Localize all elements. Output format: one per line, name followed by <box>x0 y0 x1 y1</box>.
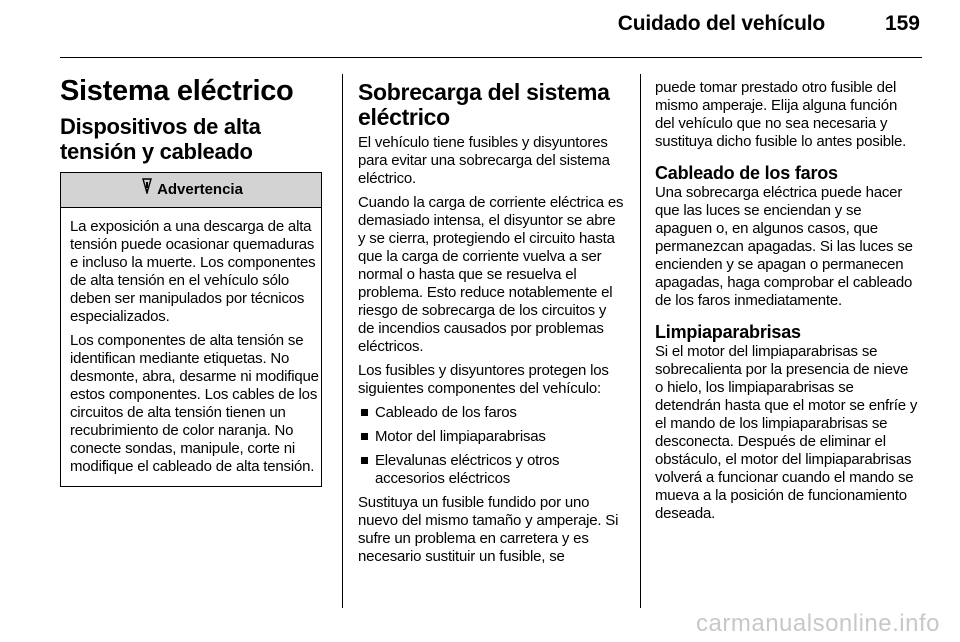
column-1 <box>60 74 324 487</box>
column-3 <box>655 79 920 529</box>
list-item-text: Elevalunas eléctricos y otros accesorios eléctricos <box>375 452 560 487</box>
subsection-heading-line1: Dispositivos de alta <box>60 114 261 139</box>
column-divider-2 <box>640 74 641 608</box>
paragraph: Cuando la carga de corriente eléctrica es demasiado intensa, el disyuntor se abre y se cierra, protegiendo el circuito hasta que la carga de corriente vuelva a ser normal o hasta que se resuelva el problema. Esto reduce notablemente el riesgo de sobrecarga de los circuitos y de incendios causados por problemas eléctricos. <box>358 194 624 355</box>
paragraph: puede tomar prestado otro fusible del mismo amperaje. Elija alguna función del vehículo que no sea necesaria y sustituya dicho fusible lo antes posible. <box>655 79 907 150</box>
bullet-square-icon <box>361 433 368 440</box>
section-heading: Sistema eléctrico <box>60 75 294 107</box>
list-item <box>358 428 624 446</box>
list-item-text: Cableado de los faros <box>375 404 517 421</box>
column-divider-1 <box>342 74 343 608</box>
bullet-square-icon <box>361 409 368 416</box>
paragraph: El vehículo tiene fusibles y disyuntores para evitar una sobrecarga del sistema eléctrico. <box>358 134 610 187</box>
page-header-title: Cuidado del vehículo <box>617 12 825 35</box>
bullet-list <box>358 404 624 488</box>
page-number: 159 <box>884 12 920 35</box>
section-heading: Sobrecarga del sistema eléctrico <box>358 79 610 130</box>
column-2 <box>358 80 624 572</box>
list-item <box>358 452 624 488</box>
subsection-heading: Limpiaparabrisas <box>655 322 801 342</box>
header-divider <box>60 57 922 58</box>
subsection-heading: Cableado de los faros <box>655 163 838 183</box>
warning-title: Advertencia <box>157 181 243 198</box>
warning-paragraph: La exposición a una descarga de alta tensión puede ocasionar quemaduras e incluso la muerte. Los componentes de alta tensión en el vehículo sólo deben ser manipulados por técnicos especializados. <box>70 218 316 325</box>
list-item-text: Motor del limpiaparabrisas <box>375 428 546 445</box>
subsection-heading-line2: tensión y cableado <box>60 139 253 164</box>
bullet-square-icon <box>361 457 368 464</box>
list-item <box>358 404 624 422</box>
warning-icon <box>139 173 155 207</box>
watermark: carmanualsonline.info <box>696 610 940 637</box>
paragraph: Si el motor del limpiaparabrisas se sobrecalienta por la presencia de nieve o hielo, los limpiaparabrisas se detendrán hasta que el motor se enfríe y el mando de los limpiaparabrisas se desconecta. Después de eliminar el obstáculo, el motor del limpiaparabrisas volverá a funcionar cuando el mando se mueva a la posición de funcionamiento deseada. <box>655 343 918 522</box>
warning-body <box>61 208 321 486</box>
paragraph: Una sobrecarga eléctrica puede hacer que las luces se enciendan y se apaguen o, en algunos casos, que permanezcan apagadas. Si las luces se encienden y se apagan o permanecen apagadas, haga comprobar el cableado de los faros inmediatamente. <box>655 184 913 309</box>
warning-box <box>60 172 322 487</box>
paragraph: Sustituya un fusible fundido por uno nuevo del mismo tamaño y amperaje. Si sufre un problema en carretera y es necesario sustituir un fusible, se <box>358 494 619 565</box>
warning-header <box>61 173 321 208</box>
warning-paragraph: Los componentes de alta tensión se identifican mediante etiquetas. No desmonte, abra, desarme ni modifique estos componentes. Los cables de los circuitos de alta tensión tienen un recubrimiento de color naranja. No conecte sondas, manipule, corte ni modifique el cableado de alta tensión. <box>70 332 319 475</box>
paragraph: Los fusibles y disyuntores protegen los siguientes componentes del vehículo: <box>358 362 609 397</box>
subsection-heading <box>60 114 324 164</box>
